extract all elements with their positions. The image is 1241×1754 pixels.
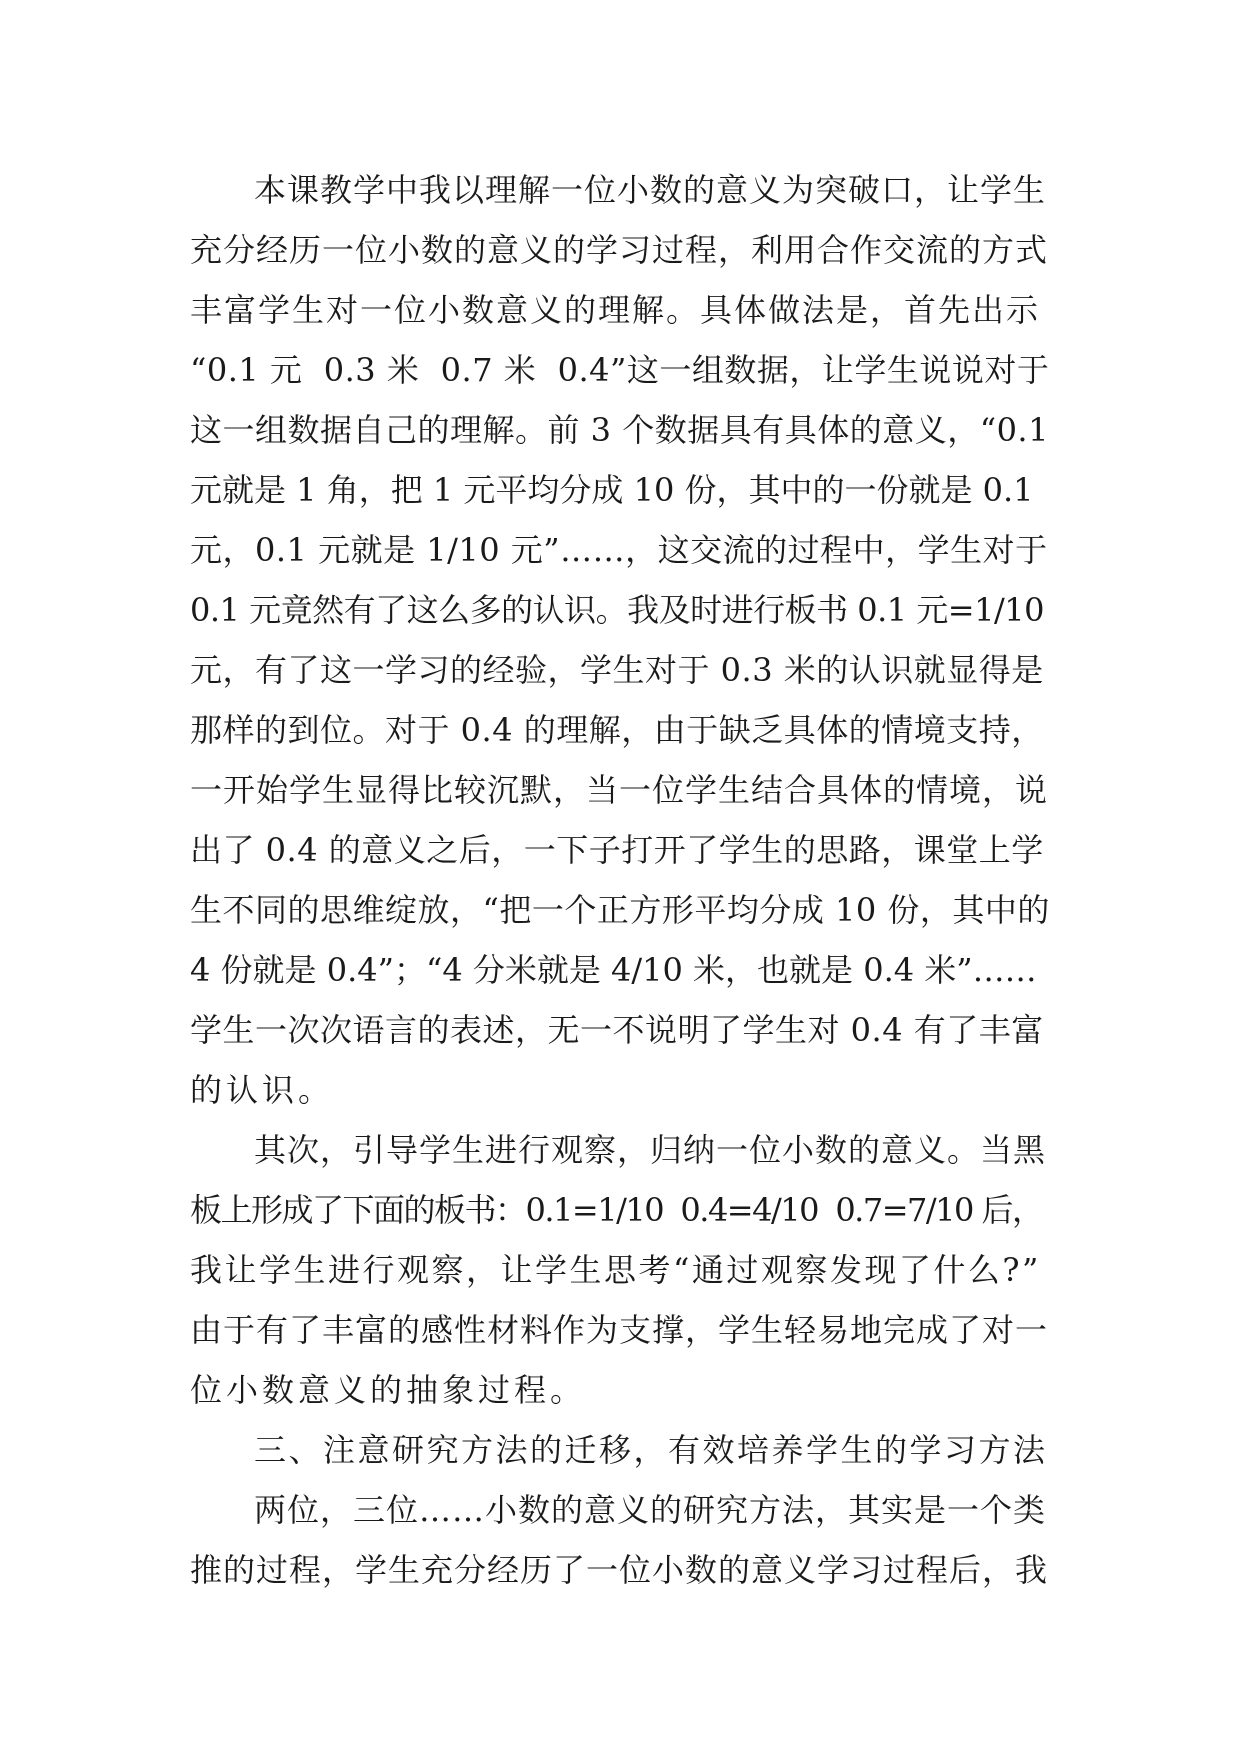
text-line: 的认识。: [190, 1071, 335, 1109]
text-line: 充分经历一位小数的意义的学习过程，利用合作交流的方式: [190, 231, 1049, 269]
text-line: 丰富学生对一位小数意义的理解。具体做法是，首先出示: [190, 291, 1041, 329]
text-line: 一开始学生显得比较沉默，当一位学生结合具体的情境，说: [190, 771, 1049, 809]
text-line: 生不同的思维绽放，“把一个正方形平均分成 10 份，其中的: [190, 891, 1050, 929]
text-line: 其次，引导学生进行观察，归纳一位小数的意义。当黑: [254, 1131, 1047, 1169]
text-line: 元，有了这一学习的经验，学生对于 0.3 米的认识就显得是: [190, 651, 1044, 689]
text-line: 位小数意义的抽象过程。: [190, 1371, 587, 1409]
text-line: 0.1 元竟然有了这么多的认识。我及时进行板书 0.1 元=1/10: [190, 591, 1044, 629]
text-line: “0.1 元 0.3 米 0.7 米 0.4”这一组数据，让学生说说对于: [190, 351, 1050, 389]
text-line: 我让学生进行观察，让学生思考“通过观察发现了什么?”: [190, 1251, 1041, 1289]
text-line: 板上形成了下面的板书：0.1=1/10 0.4=4/10 0.7=7/10 后，: [190, 1191, 1043, 1229]
text-line: 4 份就是 0.4”；“4 分米就是 4/10 米，也就是 0.4 米”……: [190, 951, 1037, 989]
text-line: 出了 0.4 的意义之后，一下子打开了学生的思路，课堂上学: [190, 831, 1044, 869]
text-line: 元就是 1 角，把 1 元平均分成 10 份，其中的一份就是 0.1: [190, 471, 1034, 509]
text-line: 推的过程，学生充分经历了一位小数的意义学习过程后，我: [190, 1551, 1049, 1589]
text-line: 本课教学中我以理解一位小数的意义为突破口，让学生: [254, 171, 1047, 209]
text-line: 元，0.1 元就是 1/10 元”……，这交流的过程中，学生对于: [190, 531, 1048, 569]
text-line: 由于有了丰富的感性材料作为支撑，学生轻易地完成了对一: [190, 1311, 1049, 1349]
text-line: 这一组数据自己的理解。前 3 个数据具有具体的意义，“0.1: [190, 411, 1049, 449]
text-line: 学生一次次语言的表述，无一不说明了学生对 0.4 有了丰富: [190, 1011, 1044, 1049]
text-line: 两位，三位……小数的意义的研究方法，其实是一个类: [254, 1491, 1047, 1529]
section-heading: 三、注意研究方法的迁移，有效培养学生的学习方法: [254, 1431, 1048, 1469]
text-line: 那样的到位。对于 0.4 的理解，由于缺乏具体的情境支持，: [190, 711, 1044, 749]
